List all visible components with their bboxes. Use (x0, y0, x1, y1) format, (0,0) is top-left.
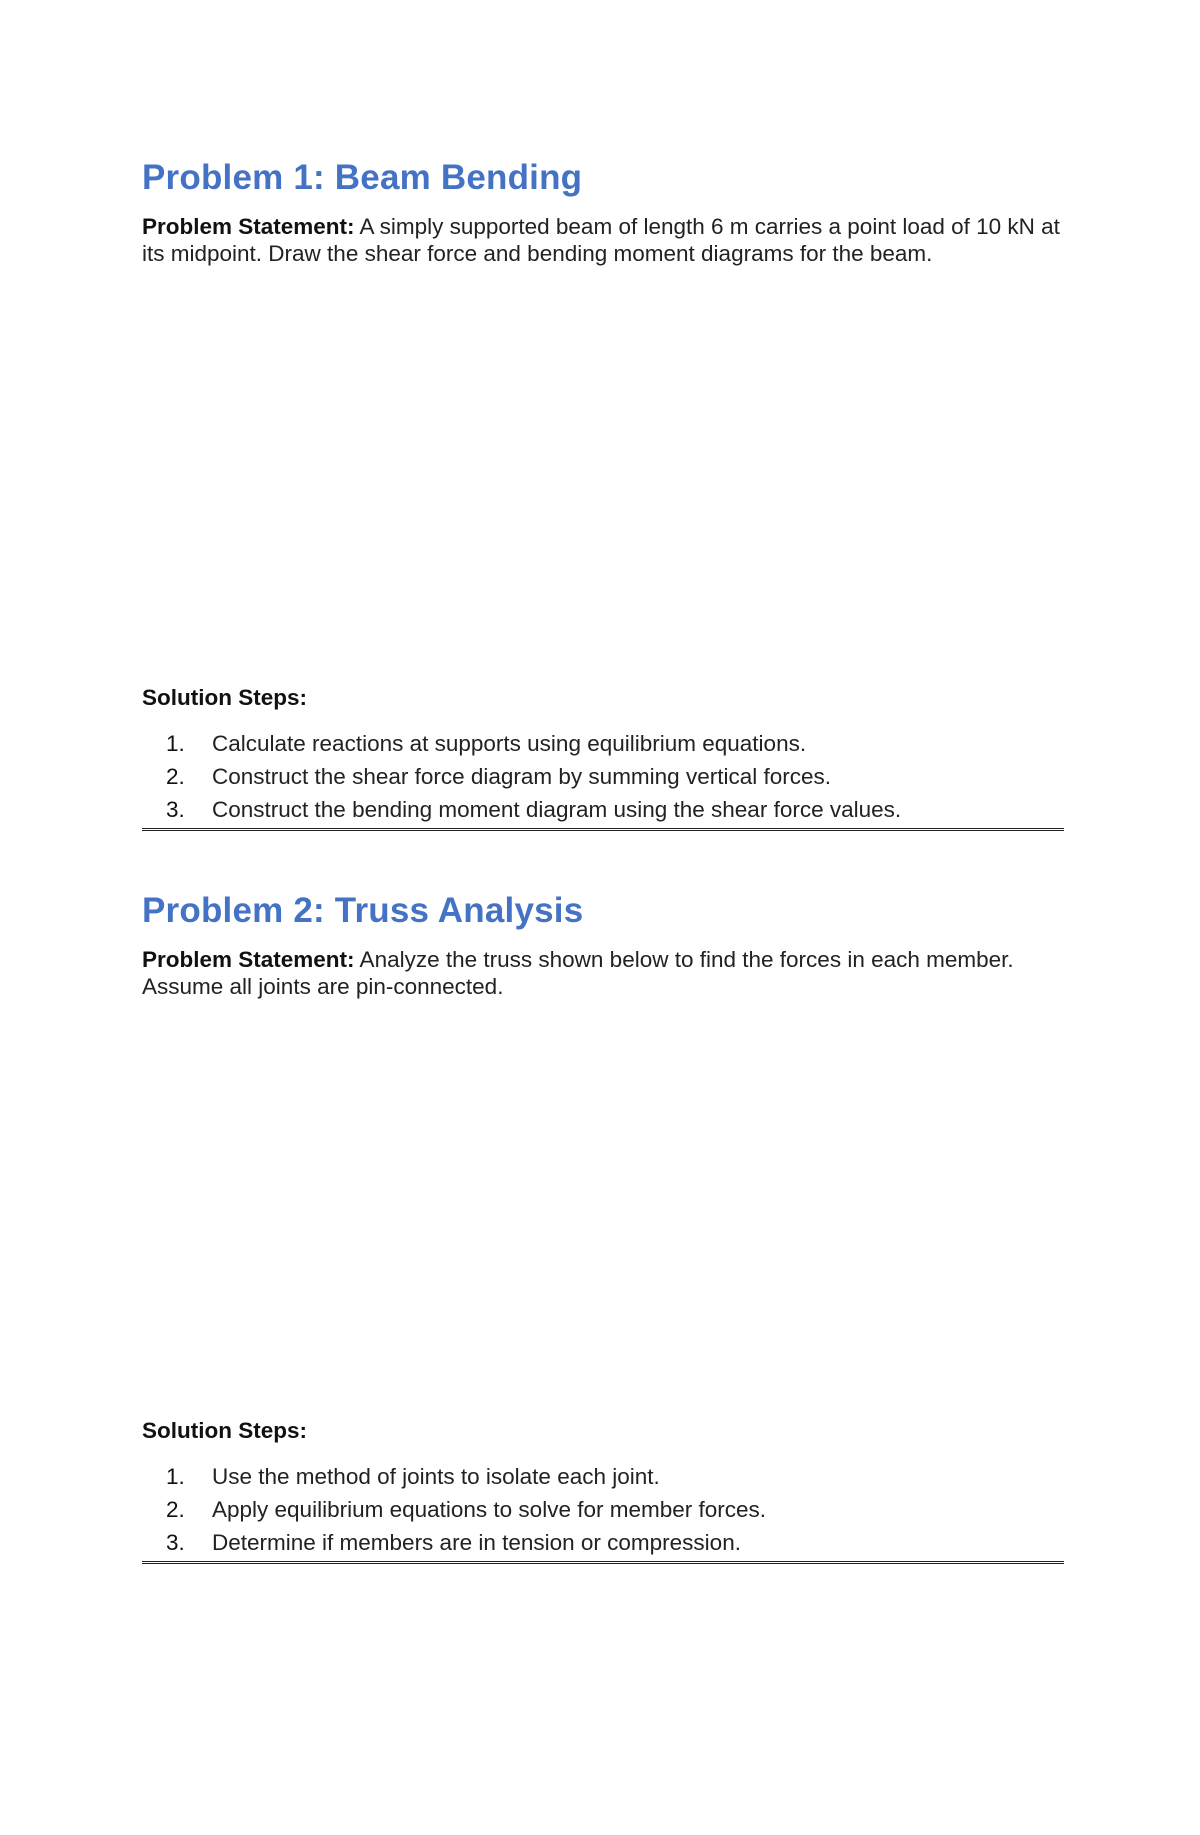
step-text: Construct the bending moment diagram using the shear force values. (212, 797, 902, 822)
problem-2-step-1 (142, 1460, 1064, 1493)
problem-2-step-2 (142, 1493, 1064, 1526)
step-text: Apply equilibrium equations to solve for member forces. (212, 1497, 767, 1522)
problem-2-steps-list (142, 1460, 1064, 1559)
step-text: Determine if members are in tension or compression. (212, 1530, 741, 1555)
problem-1-statement-text: A simply supported beam of length 6 m carries a point load of 10 kN at its midpoint. Draw the shear force and bending moment diagrams for the beam. (142, 214, 1060, 266)
problem-1-section (142, 155, 1064, 831)
problem-2-steps-title: Solution Steps: (142, 1418, 307, 1443)
step-number: 1. (166, 731, 185, 756)
step-number: 2. (166, 1497, 185, 1522)
problem-1-divider (142, 828, 1064, 831)
problem-2-divider (142, 1561, 1064, 1564)
problem-2-figure-space (142, 1000, 1064, 1417)
problem-1-steps-title: Solution Steps: (142, 685, 307, 710)
step-number: 2. (166, 764, 185, 789)
step-text: Use the method of joints to isolate each joint. (212, 1464, 660, 1489)
problem-2-step-3 (142, 1526, 1064, 1559)
problem-2-statement (142, 946, 1064, 1000)
problem-1-statement-label: Problem Statement: (142, 214, 355, 239)
step-number: 1. (166, 1464, 185, 1489)
problem-1-step-3 (142, 793, 1064, 826)
problem-1-figure-space (142, 267, 1064, 684)
problem-2-statement-label: Problem Statement: (142, 947, 355, 972)
problem-1-step-2 (142, 760, 1064, 793)
problem-2-section (142, 888, 1064, 1564)
problem-1-heading: Problem 1: Beam Bending (142, 158, 583, 197)
step-number: 3. (166, 1530, 185, 1555)
step-number: 3. (166, 797, 185, 822)
problem-2-statement-text: Analyze the truss shown below to find the forces in each member. Assume all joints are pin-connected. (142, 947, 1014, 999)
problem-1-steps-list (142, 727, 1064, 826)
problem-1-statement (142, 213, 1064, 267)
step-text: Construct the shear force diagram by summing vertical forces. (212, 764, 831, 789)
step-text: Calculate reactions at supports using equilibrium equations. (212, 731, 807, 756)
problem-2-heading: Problem 2: Truss Analysis (142, 891, 584, 930)
problem-1-step-1 (142, 727, 1064, 760)
